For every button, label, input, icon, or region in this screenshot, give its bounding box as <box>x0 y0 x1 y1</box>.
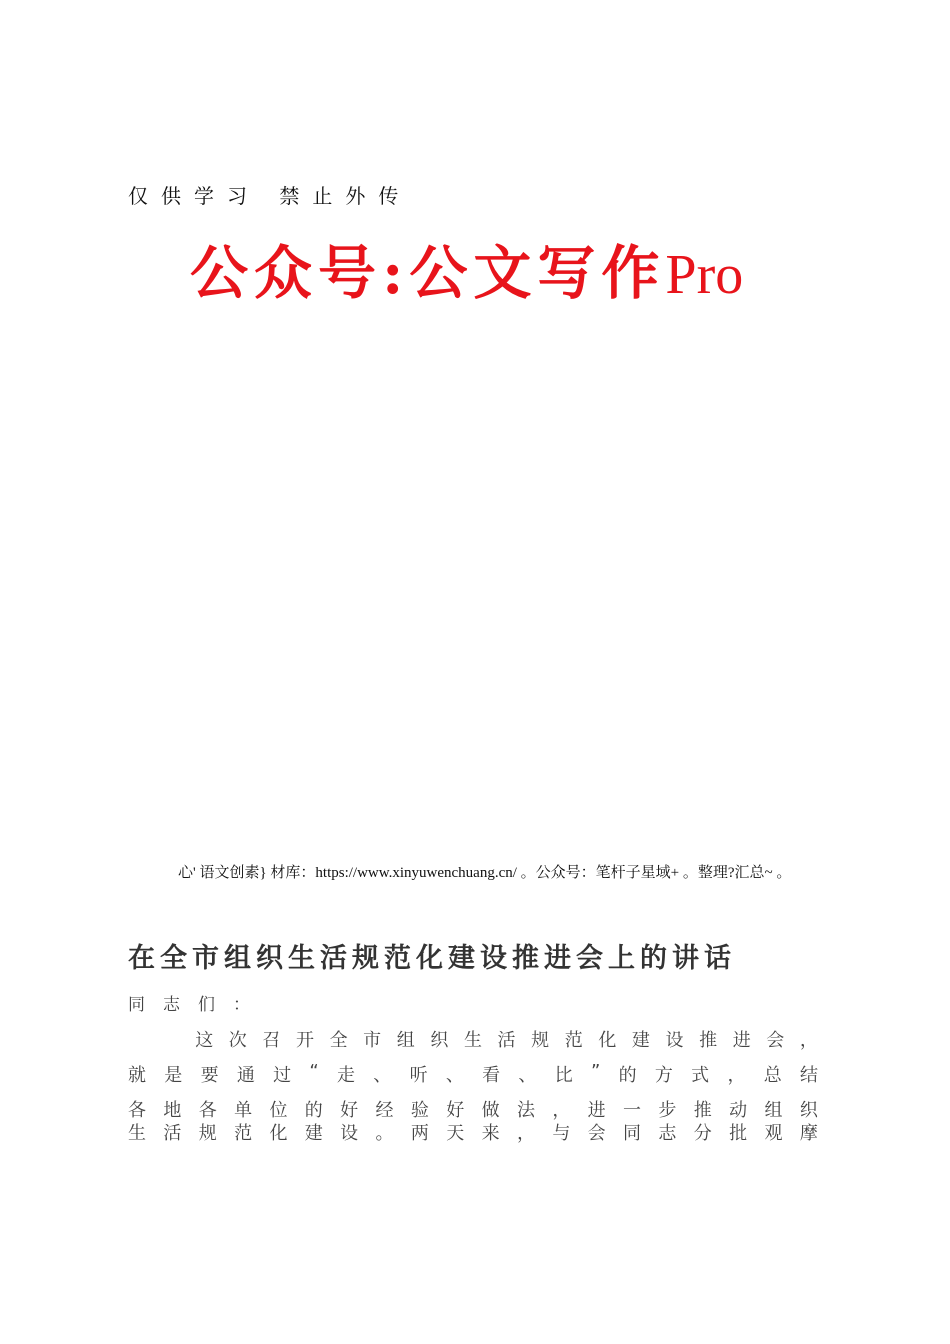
paragraph-char: 推 <box>693 1100 712 1121</box>
paragraph-char: 经 <box>375 1100 394 1121</box>
paragraph-char: 织 <box>799 1100 818 1121</box>
paragraph-char: 召 <box>262 1030 281 1051</box>
paragraph-char: ， <box>552 1100 571 1121</box>
paragraph-char: 摩 <box>799 1123 818 1144</box>
paragraph-char: 一 <box>623 1100 642 1121</box>
paragraph-char: 来 <box>481 1123 500 1144</box>
paragraph-char: 好 <box>446 1100 465 1121</box>
paragraph-char: 各 <box>198 1100 217 1121</box>
paragraph-char: 设 <box>340 1123 359 1144</box>
paragraph-char: 会 <box>766 1030 785 1051</box>
paragraph-char: 规 <box>198 1123 217 1144</box>
paragraph-char: 范 <box>234 1123 253 1144</box>
banner-suffix: Pro <box>665 244 744 306</box>
paragraph-char: 观 <box>764 1123 783 1144</box>
paragraph-char: 各 <box>128 1100 146 1121</box>
paragraph-char: 通 <box>236 1065 255 1086</box>
source-line <box>128 862 843 885</box>
paragraph-char: 。 <box>375 1123 394 1144</box>
paragraph-char: 方 <box>654 1065 673 1086</box>
paragraph-char: 分 <box>693 1123 712 1144</box>
paragraph-char: 志 <box>658 1123 677 1144</box>
paragraph-char: 、 <box>445 1065 464 1086</box>
paragraph-char: 推 <box>699 1030 718 1051</box>
paragraph-char: 活 <box>163 1123 182 1144</box>
paragraph-char: 听 <box>409 1065 428 1086</box>
paragraph-char: 天 <box>446 1123 465 1144</box>
paragraph-char: 市 <box>363 1030 382 1051</box>
document-title: 在全市组织生活规范化建设推进会上的讲话 <box>128 943 736 974</box>
paragraph-char: 进 <box>587 1100 606 1121</box>
paragraph-line-4 <box>128 1119 818 1145</box>
paragraph-char: 的 <box>304 1100 323 1121</box>
paragraph-char: 就 <box>128 1065 146 1086</box>
paragraph-char: 步 <box>658 1100 677 1121</box>
paragraph-char <box>162 1026 180 1052</box>
paragraph-char: 的 <box>618 1065 637 1086</box>
paragraph-char: 与 <box>552 1123 571 1144</box>
paragraph-char: 、 <box>373 1065 392 1086</box>
paragraph-char: 验 <box>410 1100 429 1121</box>
paragraph-char: “ <box>309 1061 319 1082</box>
paragraph-char: 建 <box>631 1030 650 1051</box>
paragraph-char: 活 <box>497 1030 516 1051</box>
paragraph-char: 法 <box>516 1100 535 1121</box>
paragraph-char: 规 <box>531 1030 550 1051</box>
paragraph-char: 做 <box>481 1100 500 1121</box>
paragraph-char: 好 <box>340 1100 359 1121</box>
notice-text: 仅供学习 禁止外传 <box>128 184 412 208</box>
paragraph-line-1 <box>128 1026 818 1052</box>
paragraph-char: ” <box>590 1061 601 1082</box>
banner-main: 公众号:公文写作 <box>190 239 666 307</box>
paragraph-char: 组 <box>396 1030 415 1051</box>
paragraph-char: 结 <box>800 1065 818 1086</box>
paragraph-char: 、 <box>518 1065 537 1086</box>
paragraph-char: 两 <box>410 1123 429 1144</box>
paragraph-char: 织 <box>430 1030 449 1051</box>
paragraph-char: 式 <box>691 1065 710 1086</box>
paragraph-char: 全 <box>329 1030 348 1051</box>
paragraph-char: 比 <box>554 1065 573 1086</box>
paragraph-line-2 <box>128 1061 818 1087</box>
paragraph-char: 批 <box>729 1123 748 1144</box>
salutation: 同志们： <box>128 995 268 1015</box>
paragraph-char: 次 <box>228 1030 247 1051</box>
banner-title <box>190 226 743 310</box>
paragraph-char: 过 <box>273 1065 292 1086</box>
paragraph-char: 化 <box>598 1030 617 1051</box>
paragraph-char: 进 <box>732 1030 751 1051</box>
paragraph-char: 走 <box>337 1065 356 1086</box>
paragraph-char: ， <box>727 1065 746 1086</box>
paragraph-char: 地 <box>163 1100 182 1121</box>
paragraph-char: 设 <box>665 1030 684 1051</box>
paragraph-char: 单 <box>234 1100 253 1121</box>
paragraph-char: 组 <box>764 1100 783 1121</box>
paragraph-char: 看 <box>482 1065 501 1086</box>
paragraph-char: 范 <box>564 1030 583 1051</box>
paragraph-char: 这 <box>195 1030 214 1051</box>
paragraph-char: 生 <box>128 1123 146 1144</box>
paragraph-char: ， <box>799 1030 818 1051</box>
paragraph-char: 开 <box>295 1030 314 1051</box>
paragraph-char: 建 <box>304 1123 323 1144</box>
paragraph-char: 生 <box>463 1030 482 1051</box>
source-text: 心' 语文创素} 材库：https://www.xinyuwenchuang.cn/ 。公众号：笔杆子星域+ 。整理?汇总~ 。 <box>178 865 792 881</box>
paragraph-char: 是 <box>164 1065 183 1086</box>
paragraph-char: 总 <box>763 1065 782 1086</box>
paragraph-char: 会 <box>587 1123 606 1144</box>
paragraph-char: 动 <box>729 1100 748 1121</box>
paragraph-char <box>128 1026 146 1052</box>
paragraph-char: 要 <box>200 1065 219 1086</box>
paragraph-char: 位 <box>269 1100 288 1121</box>
paragraph-char: 同 <box>623 1123 642 1144</box>
paragraph-char: 化 <box>269 1123 288 1144</box>
paragraph-char: ， <box>516 1123 535 1144</box>
